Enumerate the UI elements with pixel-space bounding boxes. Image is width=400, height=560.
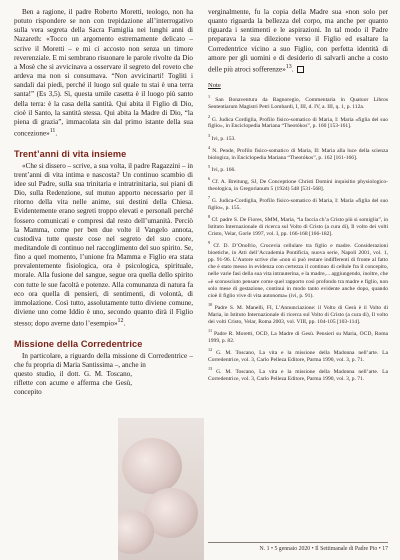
footnote-text: G. Judica Cordiglia, Profilo fisico-somatico di Maria, I: Maria «figlia del suo figlio», in Enciclopedia Mariana “Theotókos”, p. 160 [153-161]. — [208, 116, 388, 130]
footnote-text: San Bonaventura da Bagnoregio, Commentaria in Quatuor Libros Sententiarum Magistri Petri Lombardi, I, III, d. IV, a. III, q. 1, p. 112a. — [208, 97, 388, 111]
footnote — [208, 365, 388, 383]
footer-rule — [208, 542, 388, 543]
footnote-number: 6 — [208, 176, 211, 181]
footnote-number: 10 — [208, 301, 213, 307]
right-column — [208, 8, 388, 384]
footnote-number: 7 — [208, 195, 211, 201]
footnote — [208, 301, 388, 326]
footnote — [208, 132, 388, 143]
body-paragraph: «Che si dissero – scrive, a sua volta, il padre Ragazzini – in trent’anni di vita intima e nascosta? Un continuo scambio di idee sul Padre, sulla sua trinitaria e intratrinitaria, sui piani di Dio, sulla Redenzione, sul mutuo apporto necessario per il ritorno della vita nelle anime, sui destini della Chiesa. Evidentemente erano segreti troppo elevati e personali perché fossero comunicati e compresi dal resto dell’umanità. Perciò la Mamma, come per ben due volte il Vangelo annota, custodiva tutte queste cose nel segreto del suo cuore, meditandole di continuo nel raccoglimento del suo spirito. Se, fino a quel momento, l’unione fra Mamma e Figlio era stata prevalentemente fisiologica, ora è psicologica, spirituale, morale. Alla fusione del sangue, segue ora quella dello spirito con tutte le sue facoltà e potenze. Alla comunanza di natura fa eco ora quella di pensieri, di sentimenti, di volontà, di immolazione. Così tutto, assolutamente tutto diviene comune, diviene uno come Iddio è uno, secondo quanto dirà il Figlio stesso; dopo averne dato l’esempio»$^{12}$. — [14, 161, 193, 328]
footnote — [208, 113, 388, 131]
footnote — [208, 163, 388, 174]
footnote-text: Cf. padre S. De Fiores, SMM, Maria, “la faccia ch’a Cristo più si somiglia”, in Istituto Internazionale di ricerca sul Volto di Cristo (a cura di), Il volto dei volti Cristo, Velar, Gorle 1997, vol. I, pp. 166-168 [166-182]. — [208, 217, 388, 238]
footnote-number: 8 — [208, 214, 211, 220]
footnote — [208, 213, 388, 238]
footnote-number: 5 — [208, 163, 211, 169]
footnote — [208, 346, 388, 364]
footnote-text: Cf. D. D’Onofrio, Crocevia cellulare tra figlio e madre. Considerazioni bioetiche, in Atti dell’Accademia Pontificia, nuova serie, Napoli 2001, vol. 1, pp. 91-96. L’Autore scrive che «non si può restare indifferenti di fronte al fatto che è stato messo in evidenza con certezza il continuo di cellule fra il concepito, nelle varie fasi della sua vita intrauterina, e la madre,... aggiungendo, inoltre, che «è sconosciuto pensare come quel rapporto così profondo tra madre e figlio, non solo mese di gestazione, continui in modo tanto evidente anche dopo, quando cioè il figlio vive di vita autonoma» (ivi, p. 91). — [208, 243, 388, 299]
footnote-number: 9 — [208, 240, 211, 246]
footnote-number: 3 — [208, 132, 211, 138]
footnote-text: Padre R. Moretti, OCD, La Madre di Gesù. Pensieri su Maria, OCD, Roma 1999, p. 82. — [208, 330, 388, 344]
footnote-text: Cf. A. Breitung, SJ, De Conceptione Christi Domini inquisitio physiologico-theologica, in Gregorianum 5 (1924) 548 [531-568]. — [208, 178, 388, 192]
section-heading: Missione della Corredentrice — [14, 338, 143, 349]
body-paragraph-wrapped: questo studio, il dott. G. M. Toscano, riflette con acume e afferma che Gesù, concepito — [14, 370, 132, 397]
footnote-ref: 11 — [49, 128, 56, 135]
footnote-number: 13 — [208, 366, 213, 372]
flower-photo — [118, 418, 204, 560]
footnote-text: G. M. Toscano, La vita e la missione della Madonna nell’arte. La Corredentrice, vol. 3, Carlo Pelleza Editore, Parma 1990, vol. 3, p. 71. — [208, 369, 388, 383]
footnote-text: Ivi, p. 166. — [210, 166, 236, 173]
footnote — [208, 239, 388, 299]
footnote — [208, 93, 388, 111]
footnote-text: N. Pende, Profilo fisico-somatico di Maria, II: Maria alla luce della scienza biologica, in Enciclopedia Mariana “Theotókos”, p. 162 [161-166]. — [208, 147, 388, 161]
footnote-ref: 12 — [117, 318, 124, 325]
paragraph-text: verginalmente, fu la copia della Madre sua «non solo per quanto riguarda la bellezza del corpo, ma anche per quanto riguarda i sentimenti e le aspirazioni. In tal modo il Padre preparava la sua dilezione verso il Figlio ed esaltare la Corredentrice vicino a suo Figlio, con perfetta identità di amore per gli uomini e di desiderio di salvarli anche a costo delle più atroci sofferenze» — [208, 8, 388, 74]
footnote-text: G. M. Toscano, La vita e la missione della Madonna nell’arte. La Corredentrice, vol. 3, Carlo Pelleza Editore, Parma 1990, vol. 3, p. 71. — [208, 349, 388, 364]
body-paragraph: In particolare, a riguardo della missione di Corredentrice – che fu propria di Maria Santissima –, anche in — [14, 351, 193, 369]
left-column — [14, 8, 193, 398]
footnote-number: 11 — [208, 328, 213, 333]
footnote-number: 1 — [208, 94, 211, 100]
notes-title: Note — [208, 82, 221, 90]
footnote-number: 12 — [208, 347, 213, 353]
end-mark-icon — [297, 66, 304, 73]
footnote-number: 2 — [208, 113, 211, 119]
footnote-text: G. Judica-Cordiglia, Profilo fisico-somatico di Maria, I: Maria «figlia del suo figlio», p. 155. — [208, 197, 388, 212]
footnote — [208, 194, 388, 212]
notes-list — [208, 93, 388, 383]
footnote — [208, 144, 388, 162]
footnote — [208, 175, 388, 193]
footnote-number: 4 — [208, 144, 211, 150]
page-footer: N. 1 • 5 gennaio 2020 • Il Settimanale di Padre Pio • 17 — [259, 546, 388, 552]
paragraph-text: Ben a ragione, il padre Roberto Moretti, teologo, non ha potuto rispondere se non con trepidazione all’interrogativo sulla vera segreta della Sacra Famiglia nei lunghi anni di Nazareth: «Tocco un argomento estremamente delicato – scrive il Moretti – e mi ci accosto non senza un timore reverenziale. E mi sembrano risuonare le parole rivolte da Dio a Mosè che si avvicinava a osservare il segreto del roveto che ardeva ma non si consumava. “Non avvicinarti! Togliti i sandali dai piedi, perché il luogo sul quale tu stai è una terra santa!” (Es 3,5). Sì, questa umile casetta è il luogo più santo della terra: è la casa della santità. Qui abita il Figlio di Dio, cioè il Santo, la santità stessa. Qui abita la Madre di Dio, “la piena di grazia”, immacolata sin dal primo istante della sua concezione» — [14, 8, 193, 138]
footnote-text: Ivi, p. 153. — [210, 135, 236, 142]
body-paragraph: Ben a ragione, il padre Roberto Moretti, teologo, non ha potuto rispondere se non con trepidazione all’interrogativo sulla vera segreta della Sacra Famiglia nei lunghi anni di Nazareth: «Tocco un argomento estremamente delicato – scrive il Moretti – e mi ci accosto non senza un timore reverenziale. E mi sembrano risuonare le parole rivolte da Dio a Mosè che si avvicinava a osservare il segreto del roveto che ardeva ma non si consumava. “Non avvicinarti! Togliti i sandali dai piedi, perché il luogo sul quale tu stai è una terra santa!” (Es 3,5). Sì, questa umile casetta è il luogo più santo della terra: è la casa della santità. Qui abita il Figlio di Dio, cioè il Santo, la santità stessa. Qui abita la Madre di Dio, “la piena di grazia”, immacolata sin dal primo istante della sua concezione»$^{11}$. — [14, 8, 193, 138]
footnote — [208, 327, 388, 345]
footnote-ref: 13 — [285, 63, 292, 70]
paragraph-text: «Che si dissero – scrive, a sua volta, il padre Ragazzini – in trent’anni di vita intima e nascosta? Un continuo scambio di idee sul Padre, sulla sua trinitaria e intratrinitaria, sui piani di Dio, sulla Redenzione, sul mutuo apporto necessario per il ritorno della vita nelle anime, sui destini della Chiesa. Evidentemente erano segreti troppo elevati e personali perché fossero comunicati e compresi dal resto dell’umanità. Perciò la Mamma, come per ben due volte il Vangelo annota, custodiva tutte queste cose nel segreto del suo cuore, meditandole di continuo nel raccoglimento del suo spirito. Se, fino a quel momento, l’unione fra Mamma e Figlio era stata prevalentemente fisiologica, ora è psicologica, spirituale, morale. Alla fusione del sangue, segue ora quella dello spirito con tutte le sue facoltà e potenze. Alla comunanza di natura fa eco ora quella di pensieri, di sentimenti, di volontà, di immolazione. Così tutto, assolutamente tutto diviene comune, diviene uno come Iddio è uno, secondo quanto dirà il Figlio stesso; dopo averne dato l’esempio» — [14, 161, 193, 328]
section-heading: Trent’anni di vita insieme — [14, 148, 127, 159]
body-paragraph: verginalmente, fu la copia della Madre sua «non solo per quanto riguarda la bellezza del corpo, ma anche per quanto riguarda i sentimenti e le aspirazioni. In tal modo il Padre preparava la sua dilezione verso il Figlio ed esaltare la Corredentrice vicino a suo Figlio, con perfetta identità di amore per gli uomini e di desiderio di salvarli anche a costo delle più atroci sofferenze»$^{13}$. — [208, 8, 388, 74]
footnote-text: Padre S. M. Manelli, FI, L’Annunciazione: il Volto di Gesù è il Volto di Maria, in Istituto Internazionale di ricerca sul Volto di Cristo (a cura di), Il volto dei volti Cristo, Velar, Roma 2003, vol. VIII, pp. 104-105 [103-114]. — [208, 304, 388, 325]
